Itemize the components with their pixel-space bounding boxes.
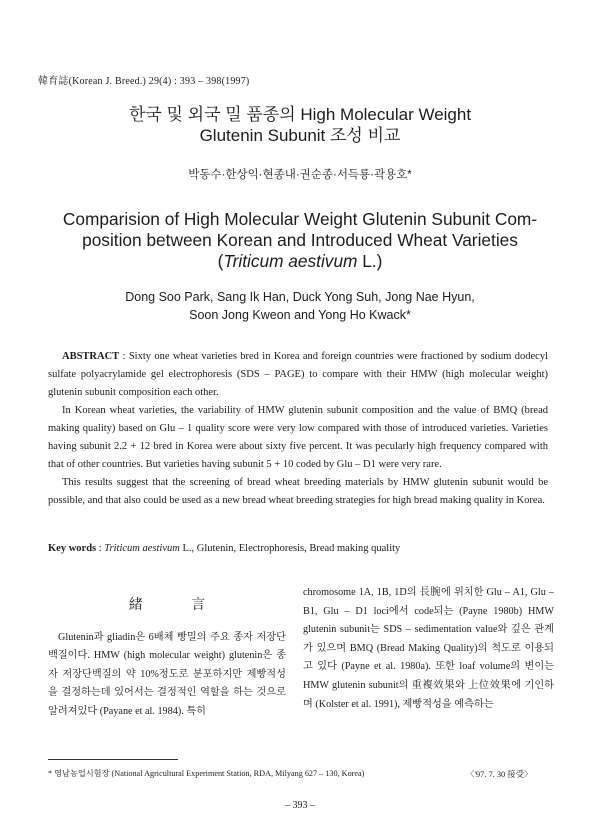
english-title-line-2: position between Korean and Introduced Wheat Varieties <box>82 230 518 250</box>
english-authors-line-1: Dong Soo Park, Sang Ik Han, Duck Yong Suh, Jong Nae Hyun, <box>125 290 475 304</box>
page-number: – 393 – <box>285 800 315 811</box>
abstract-label: ABSTRACT <box>62 351 120 362</box>
english-authors <box>0 288 600 324</box>
keywords-label: Key words <box>48 543 97 554</box>
abstract-text-1: : Sixty one wheat varieties bred in Korea and foreign countries were fractioned by sodium dodecyl sulfate polyacrylamide gel electrophoresis (SDS – PAGE) to compare with their HMW (high molecular weight) glutenin subunit composition each other. <box>48 351 548 398</box>
intro-right-text: chromosome 1A, 1B, 1D의 長腕에 위치한 Glu – A1, Glu – B1, Glu – D1 loci에서 code되는 (Payne 1980b) HMW glutenin subunit는 SDS – sedimentation value와 깊은 관계가 있으며 BMQ (Bread Making Quality)의 척도로 이용되고 있다 (Payne et al. 1980a). 또한 loaf volume의 변이는 HMW glutenin subunit의 重複效果와 上位效果에 기인하며 (Kolster et al. 1991), 제빵적성을 예측하는 <box>303 587 554 710</box>
korean-authors: 박동수·한상익·현종내·권순종·서득룡·곽용호* <box>188 169 412 181</box>
keywords <box>48 543 568 554</box>
title-paren-open: ( <box>217 251 224 271</box>
keywords-separator: : <box>96 543 105 554</box>
footnote: * 영남농업시험장 (National Agricultural Experiment Station, RDA, Milyang 627 – 130, Korea) <box>48 769 365 778</box>
english-title-line-1: Comparision of High Molecular Weight Glutenin Subunit Com- <box>62 209 538 229</box>
journal-reference: 韓育誌(Korean J. Breed.) 29(4) : 393 – 398(1997) <box>38 76 250 87</box>
intro-heading: 緒 言 <box>128 597 228 613</box>
abstract-paragraph-3: This results suggest that the screening of bread wheat breeding materials by HMW glutenin subunit would be possible, and that also could be used as a new bread wheat breeding strategies for high bread making quality in Korea. <box>48 477 548 506</box>
korean-title <box>0 104 600 146</box>
title-species-name: Triticum aestivum <box>223 251 358 271</box>
keywords-rest: L., Glutenin, Electrophoresis, Bread making quality <box>179 543 401 554</box>
intro-left-column <box>48 584 286 722</box>
intro-right-column <box>303 584 554 714</box>
korean-title-line-2: Glutenin Subunit 조성 비교 <box>199 126 401 145</box>
title-paren-close: L.) <box>357 251 383 271</box>
abstract-paragraph-2: In Korean wheat varieties, the variability of HMW glutenin subunit composition and the value of BMQ (bread making quality) based on Glu – 1 quality score were very low compared with those of introduced varieties. Varieties having subunit 2.2 + 12 bred in Korea were about sixty five percent. It was pecularly high frequency compared with that of other countries. But varieties having subunit 5 + 10 coded by Glu – D1 were very rare. <box>48 405 548 470</box>
intro-left-text: Glutenin과 gliadin은 6배체 빵밀의 주요 종자 저장단백질이다. HMW (high molecular weight) glutenin은 종자 저장단백질의 약 10%정도로 분포하지만 제빵적성을 결정하는데 있어서는 결정적인 역할을 하는 것으로 알려져있다 (Payane et al. 1984). 특히 <box>48 631 286 717</box>
english-authors-line-2: Soon Jong Kweon and Yong Ho Kwack* <box>189 308 411 322</box>
abstract <box>48 348 548 510</box>
keywords-species: Triticum aestivum <box>104 543 180 554</box>
footnote-divider <box>48 759 178 760</box>
abstract-paragraph-1 <box>48 348 548 402</box>
english-title <box>0 209 600 272</box>
received-date: 〈'97. 7. 30 接受〉 <box>466 770 533 779</box>
korean-title-line-1: 한국 및 외국 밀 품종의 High Molecular Weight <box>128 105 472 124</box>
english-title-line-3 <box>0 251 600 272</box>
